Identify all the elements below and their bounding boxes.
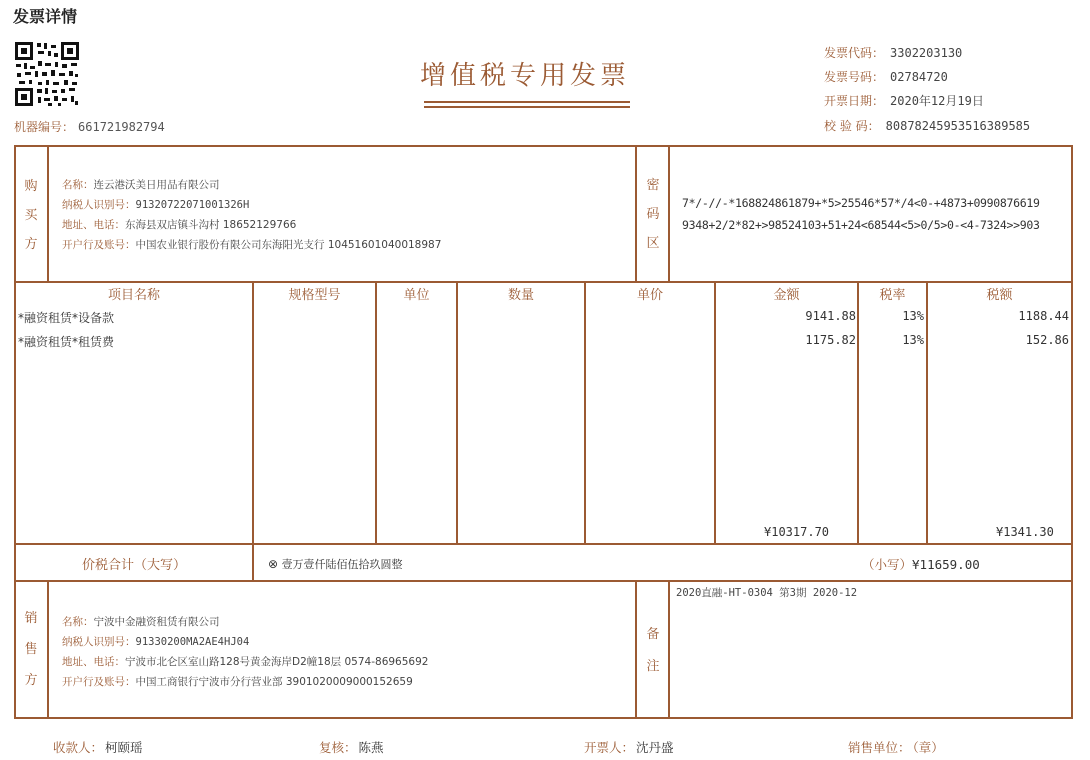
seller-info: 名称：宁波中金融资租赁有限公司 纳税人识别号：91330200MA2AE4HJ04 地址、电话：宁波市北仑区室山路128号黄金海岸D2幢18层 0574-86965692 开户行及账号：中国工商银行宁波市分行营业部 3901020009000152659 (62, 616, 429, 688)
item-row-2-name: *融资租赁*租赁费 (18, 335, 115, 349)
divider (584, 281, 586, 544)
item-row-1-tax: 1188.44 (1018, 309, 1069, 323)
divider (252, 281, 254, 581)
header-spec: 规格型号 (288, 288, 341, 303)
header-item-name: 项目名称 (107, 288, 160, 303)
item-row-2-tax: 152.86 (1025, 333, 1069, 347)
header-quantity: 数量 (507, 288, 534, 303)
total-chinese: ⊗ 壹万壹仟陆佰伍拾玖圆整 (268, 557, 403, 571)
header-price: 单价 (636, 288, 663, 303)
seller-tax-id: 91330200MA2AE4HJ04 (135, 636, 250, 648)
crossed-circle-icon: ⊗ (268, 557, 279, 571)
cipher-side-label: 密 码 区 (646, 178, 660, 251)
total-small: （小写）¥11659.00 (862, 557, 980, 572)
seller-bank: 中国工商银行宁波市分行营业部 3901020009000152659 (135, 676, 413, 688)
buyer-name: 连云港沃美日用品有限公司 (93, 179, 220, 191)
item-row-2-amount: 1175.82 (805, 333, 856, 347)
item-row-1-rate: 13% (902, 309, 924, 323)
divider (47, 145, 49, 282)
title-underline (424, 101, 630, 103)
header-unit: 单位 (403, 288, 430, 303)
item-row-1-amount: 9141.88 (805, 309, 856, 323)
buyer-address: 东海县双店镇斗沟村 18652129766 (125, 219, 297, 231)
header-rate: 税率 (879, 288, 906, 303)
divider (375, 281, 377, 544)
qr-code-icon (14, 41, 80, 107)
cipher-text: 7*/-//-*168824861879+*5>25546*57*/4<0-+4873+0990876619 9348+2/2*82+>98524103+51+24<68544<5>0/5>0-<4-7324>>903 (682, 196, 1040, 232)
seller-address: 宁波市北仑区室山路128号黄金海岸D2幢18层 0574-86965692 (125, 656, 429, 668)
buyer-bank: 中国农业银行股份有限公司东海阳光支行 10451601040018987 (135, 239, 442, 251)
invoice-title: 增值税专用发票 (419, 61, 630, 91)
invoice-date: 开票日期： 2020年12月19日 (824, 94, 984, 108)
title-underline (424, 106, 630, 108)
buyer-info: 名称：连云港沃美日用品有限公司 纳税人识别号：91320722071001326H 地址、电话：东海县双店镇斗沟村 18652129766 开户行及账号：中国农业银行股份有限公司东海阳光支行 10451601040018987 (62, 179, 442, 251)
machine-number: 机器编号： 661721982794 (14, 120, 165, 134)
remarks-text: 2020直融-HT-0304 第3期 2020-12 (676, 587, 858, 599)
header-tax: 税额 (986, 288, 1013, 303)
total-amount: ¥10317.70 (764, 525, 830, 539)
item-row-1-name: *融资租赁*设备款 (18, 311, 115, 325)
remarks-side-label: 备 注 (646, 627, 660, 674)
header-amount: 金额 (773, 288, 800, 303)
drawer: 开票人： 沈丹盛 (584, 740, 674, 755)
total-label: 价税合计（大写） (81, 558, 186, 573)
divider (14, 580, 1073, 582)
divider (456, 281, 458, 544)
buyer-tax-id: 91320722071001326H (135, 199, 250, 211)
invoice-code: 发票代码： 3302203130 (824, 46, 963, 60)
divider (14, 281, 1073, 283)
invoice-number: 发票号码： 02784720 (824, 70, 948, 84)
item-row-2-rate: 13% (902, 333, 924, 347)
page-title: 发票详情 (13, 7, 78, 26)
buyer-side-label: 购 买 方 (24, 179, 38, 252)
divider (14, 543, 1073, 545)
total-tax: ¥1341.30 (996, 525, 1054, 539)
check-code: 校 验 码： 80878245953516389585 (824, 119, 1031, 133)
seller-name: 宁波中金融资租赁有限公司 (93, 616, 220, 628)
seller-unit: 销售单位： （章） (848, 740, 944, 755)
payee: 收款人： 柯颐瑶 (53, 740, 143, 755)
seller-side-label: 销 售 方 (24, 611, 38, 688)
divider (47, 580, 49, 719)
reviewer: 复核： 陈燕 (319, 740, 384, 755)
